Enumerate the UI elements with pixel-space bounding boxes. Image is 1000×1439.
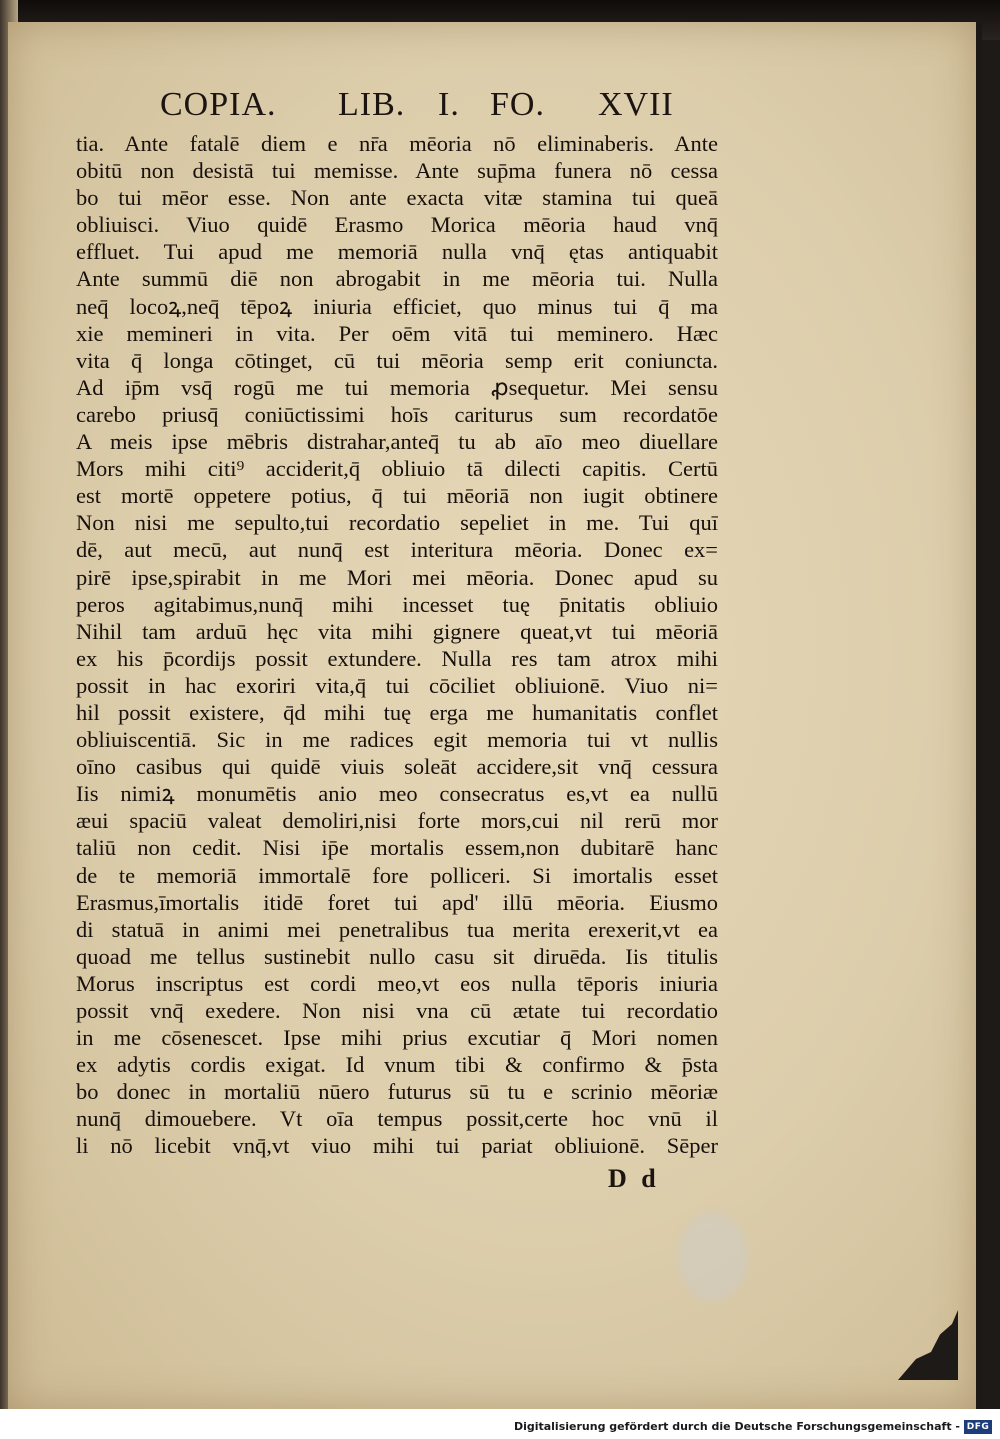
text-line: xie memineri in vita. Per oēm vitā tui meminero. Hæc: [76, 320, 718, 346]
running-head-title: COPIA.: [160, 86, 277, 123]
text-line: ex his p̄cordijs possit extundere. Nulla res tam atrox mihi: [76, 645, 718, 671]
running-head-book: LIB.: [338, 86, 406, 123]
text-line: peros agitabimus,nunq̄ mihi incesset tuę p̄nitatis obliuio: [76, 591, 718, 617]
torn-corner: [898, 1310, 958, 1380]
text-line: æui spaciū valeat demoliri,nisi forte mors,cui nil rerū mor: [76, 808, 718, 834]
running-head: [160, 86, 680, 126]
text-line: bo tui mēor esse. Non ante exacta vitæ stamina tui queā: [76, 185, 718, 211]
text-line: neq̄ locoꝝ,neq̄ tēpoꝝ iniuria efficiet, quo minus tui q̄ ma: [76, 293, 718, 319]
funding-credit: Digitalisierung gefördert durch die Deutsche Forschungsgemeinschaft -: [513, 1420, 960, 1433]
text-line: quoad me tellus sustinebit nullo casu sit diruēda. Iis titulis: [76, 943, 718, 969]
text-line: ex adytis cordis exigat. Id vnum tibi & confirmo & p̄sta: [76, 1052, 718, 1078]
text-line: Non nisi me sepulto,tui recordatio sepeliet in me. Tui quī: [76, 510, 718, 536]
signature-mark: D d: [608, 1164, 660, 1193]
dfg-logo[interactable]: DFG: [964, 1420, 992, 1434]
text-line: Mors mihi citi⁹ acciderit,q̄ obliuio tā dilecti capitis. Certū: [76, 456, 718, 482]
text-line: Morus inscriptus est cordi meo,vt eos nulla tēporis iniuria: [76, 970, 718, 996]
body-text: [76, 130, 718, 1160]
text-line: li nō licebit vnq̄,vt viuo mihi tui pariat obliuionē. Sēper: [76, 1133, 718, 1159]
text-line: Ante summū diē non abrogabit in me mēoria tui. Nulla: [76, 266, 718, 292]
text-line: obliuiscentiā. Sic in me radices egit memoria tui vt nullis: [76, 727, 718, 753]
text-line: oīno casibus qui quidē viuis soleāt accidere,sit vnq̄ cessura: [76, 754, 718, 780]
running-head-book-number: I.: [438, 86, 460, 123]
text-line: dē, aut mecū, aut nunq̄ est interitura mēoria. Donec ex=: [76, 537, 718, 563]
text-line: Ad ip̄m vsq̄ rogū me tui memoria ꝓsequetur. Mei sensu: [76, 374, 718, 400]
text-line: obitū non desistā tui memisse. Ante sup̄ma funera nō cessa: [76, 158, 718, 184]
text-line: possit in hac exoriri vita,q̄ tui cōciliet obliuionē. Viuo ni=: [76, 672, 718, 698]
text-line: nunq̄ dimouebere. Vt oīa tempus possit,certe hoc vnū il: [76, 1106, 718, 1132]
text-line: Erasmus,īmortalis itidē foret tui apd' illū mēoria. Eiusmo: [76, 889, 718, 915]
text-line: bo donec in mortaliū nūero futurus sū tu e scrinio mēoriæ: [76, 1079, 718, 1105]
text-line: de te memoriā immortalē fore polliceri. Si imortalis esset: [76, 862, 718, 888]
text-line: taliū non cedit. Nisi ip̄e mortalis essem,non dubitarē hanc: [76, 835, 718, 861]
text-line: est mortē oppetere potius, q̄ tui mēoriā non iugit obtinere: [76, 483, 718, 509]
text-line: possit vnq̄ exedere. Non nisi vna cū ætate tui recordatio: [76, 998, 718, 1023]
text-line: Nihil tam arduū hęc vita mihi gignere queat,vt tui mēoriā: [76, 618, 718, 644]
text-line: in me cōsenescet. Ipse mihi prius excutiar q̄ Mori nomen: [76, 1025, 718, 1051]
text-line: carebo priusq̄ coniūctissimi hoīs cariturus sum recordatōe: [76, 401, 718, 427]
text-line: pirē ipse,spirabit in me Mori mei mēoria. Donec apud su: [76, 564, 718, 590]
text-line: obliuisci. Viuo quidē Erasmo Morica mēoria haud vnq̄: [76, 212, 718, 238]
running-head-folio-label: FO.: [490, 86, 545, 123]
running-head-folio-number: XVII: [598, 86, 674, 123]
text-line: A meis ipse mēbris distrahar,anteq̄ tu ab aīo meo diuellare: [76, 429, 718, 455]
text-line: effluet. Tui apud me memoriā nulla vnq̄ ętas antiquabit: [76, 239, 718, 265]
text-line: tia. Ante fatalē diem e nr̄a mēoria nō eliminaberis. Ante: [76, 131, 718, 156]
footer-bar: [0, 1409, 1000, 1439]
text-line: vita q̄ longa cōtinget, cū tui mēoria semp erit coniuncta.: [76, 347, 718, 373]
text-line: Iis nimiꝝ monumētis anio meo consecratus es,vt ea nullū: [76, 781, 718, 807]
text-line: hil possit existere, q̄d mihi tuę erga me humanitatis conflet: [76, 699, 718, 725]
text-line: di statuā in animi mei penetralibus tua merita erexerit,vt ea: [76, 916, 718, 942]
paper-stain: [678, 1212, 748, 1302]
